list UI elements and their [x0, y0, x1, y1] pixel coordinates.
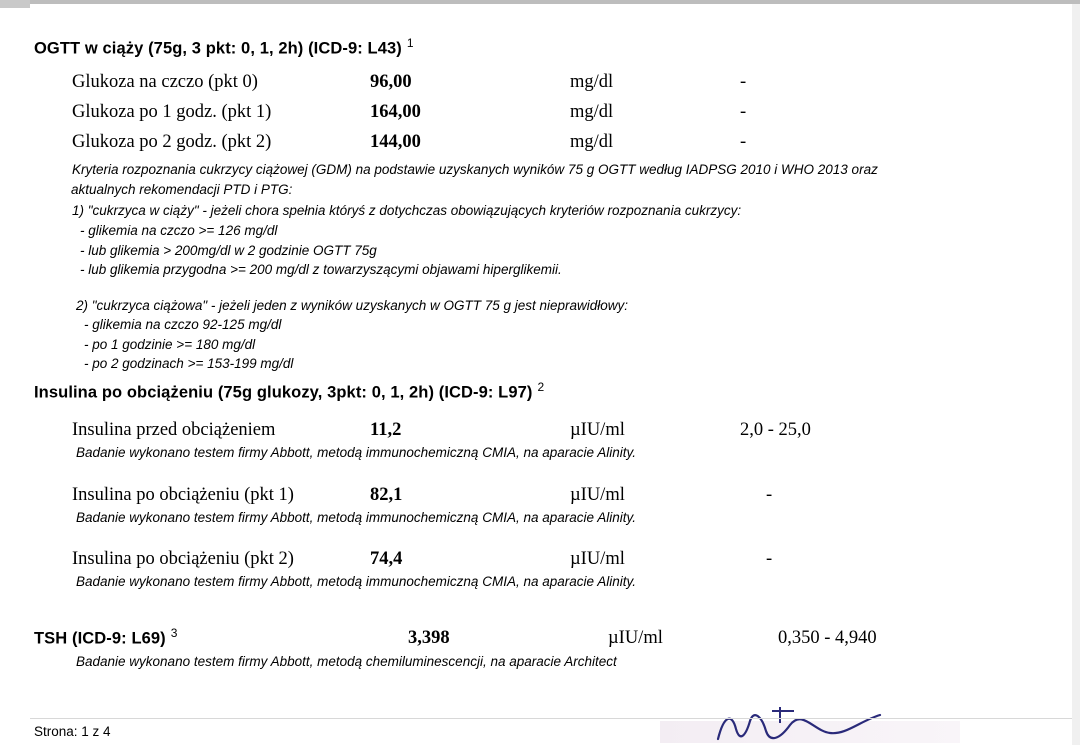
result-reference: - [740, 102, 747, 123]
table-row [0, 72, 1040, 93]
result-unit: mg/dl [570, 72, 614, 93]
result-reference: - [740, 72, 747, 93]
method-note: Badanie wykonano testem firmy Abbott, metodą chemiluminescencji, na aparacie Architect [76, 654, 617, 670]
table-row-tsh [0, 626, 1040, 649]
section-heading-text: Insulina po obciążeniu (75g glukozy, 3pkt: 0, 1, 2h) (ICD-9: L97) [34, 383, 533, 402]
criteria-group-1-item: - lub glikemia przygodna >= 200 mg/dl z towarzyszącymi objawami hiperglikemii. [80, 262, 562, 278]
result-name: Glukoza po 2 godz. (pkt 2) [72, 132, 272, 153]
footnote-marker: 2 [537, 379, 545, 394]
result-name: Insulina po obciążeniu (pkt 2) [72, 549, 294, 570]
method-note: Badanie wykonano testem firmy Abbott, metodą immunochemiczną CMIA, na aparacie Alinity. [76, 509, 637, 525]
criteria-group-2-item: - po 2 godzinach >= 153-199 mg/dl [84, 356, 294, 372]
result-reference: 0,350 - 4,940 [778, 628, 877, 649]
footer-divider [30, 718, 1072, 719]
criteria-block [0, 160, 950, 374]
result-name: Insulina przed obciążeniem [72, 420, 276, 441]
result-value: 144,00 [370, 132, 421, 153]
criteria-group-2-item: - po 1 godzinie >= 180 mg/dl [84, 336, 256, 352]
criteria-intro-line-1: Kryteria rozpoznania cukrzycy ciążowej (GDM) na podstawie uzyskanych wyników 75 g OGTT według IADPSG 2010 i WHO 2013 oraz [72, 162, 878, 178]
result-reference: - [766, 549, 773, 570]
result-reference: - [740, 132, 747, 153]
footer-page-label: Strona: 1 z 4 [34, 724, 111, 739]
table-row [0, 485, 1040, 506]
table-row [0, 420, 1040, 441]
signature-icon [710, 705, 930, 745]
result-reference: 2,0 - 25,0 [740, 420, 811, 441]
criteria-group-1-item: - lub glikemia > 200mg/dl w 2 godzinie OGTT 75g [80, 242, 377, 258]
result-unit: µIU/ml [570, 484, 625, 505]
result-unit: µIU/ml [608, 628, 663, 649]
table-row [0, 102, 1040, 123]
criteria-group-1-title: 1) "cukrzyca w ciąży" - jeżeli chora spełnia któryś z dotychczas obowiązujących kryteriów rozpoznania cukrzycy: [72, 203, 742, 219]
criteria-group-2-title: 2) "cukrzyca ciążowa" - jeżeli jeden z wyników uzyskanych w OGTT 75 g jest nieprawidłowy: [76, 297, 629, 313]
result-unit: µIU/ml [570, 420, 625, 441]
section-tsh [0, 626, 1080, 672]
result-unit: µIU/ml [570, 549, 625, 570]
table-row [0, 132, 1040, 153]
criteria-group-2-item: - glikemia na czczo 92-125 mg/dl [84, 317, 282, 333]
result-reference: - [766, 484, 773, 505]
result-name: Glukoza po 1 godz. (pkt 1) [72, 102, 272, 123]
footnote-marker: 3 [170, 625, 178, 640]
section-ogtt [0, 36, 1080, 374]
result-unit: mg/dl [570, 102, 614, 123]
criteria-intro-line-2: aktualnych rekomendacji PTD i PTG: [71, 181, 293, 197]
table-row [0, 549, 1040, 570]
section-heading-text: TSH (ICD-9: L69) [34, 629, 166, 648]
result-name: Glukoza na czczo (pkt 0) [72, 72, 258, 93]
result-value: 82,1 [370, 484, 403, 505]
result-value: 11,2 [370, 420, 402, 441]
result-value: 96,00 [370, 72, 412, 93]
section-heading-tsh [0, 626, 408, 648]
section-heading-insulin [0, 380, 1080, 402]
result-value: 3,398 [408, 628, 450, 649]
result-name: Insulina po obciążeniu (pkt 1) [72, 484, 294, 505]
result-unit: mg/dl [570, 132, 614, 153]
signature-scribble [710, 705, 930, 745]
section-insulin [0, 380, 1080, 592]
method-note: Badanie wykonano testem firmy Abbott, metodą immunochemiczną CMIA, na aparacie Alinity. [76, 445, 637, 461]
criteria-group-1-item: - glikemia na czczo >= 126 mg/dl [80, 223, 278, 239]
result-value: 74,4 [370, 549, 403, 570]
section-heading-ogtt [0, 36, 1080, 58]
result-value: 164,00 [370, 102, 421, 123]
method-note: Badanie wykonano testem firmy Abbott, metodą immunochemiczną CMIA, na aparacie Alinity. [76, 574, 637, 590]
section-heading-text: OGTT w ciąży (75g, 3 pkt: 0, 1, 2h) (ICD-9: L43) [34, 39, 402, 58]
footnote-marker: 1 [406, 36, 414, 50]
